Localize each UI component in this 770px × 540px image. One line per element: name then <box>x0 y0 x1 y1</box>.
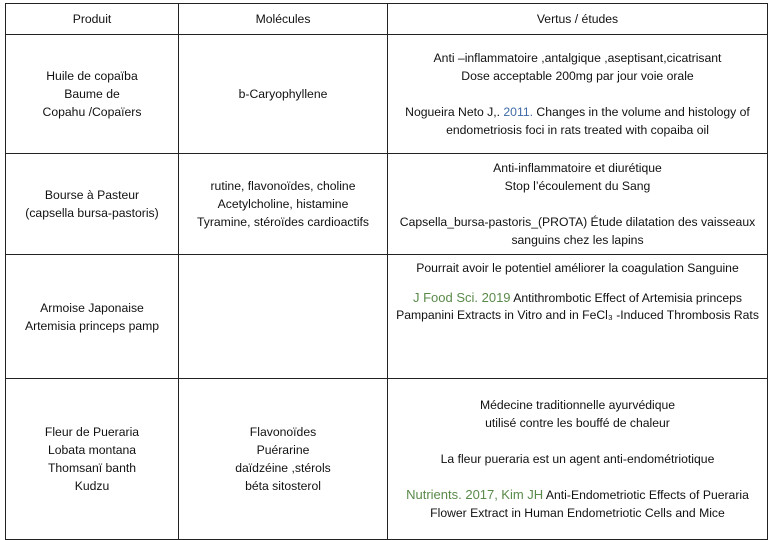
study-reference <box>392 486 763 522</box>
vertus-line: utilisé contre les bouffé de chaleur <box>485 416 670 430</box>
ref-text: Antithrombotic Effect of Artemisia princeps <box>513 291 742 305</box>
molecules-cell <box>179 379 388 540</box>
study-reference <box>392 103 763 139</box>
vertus-line: Pourrait avoir le potentiel améliorer la coagulation Sanguine <box>416 261 739 275</box>
molecule-line: Flavonoïdes <box>249 425 317 439</box>
vertus-line: Anti –inflammatoire ,antalgique ,aseptisant,cicatrisant <box>433 51 722 65</box>
produit-line: Lobata montana <box>47 443 137 457</box>
ref-text: Anti-Endometriotic Effects of Pueraria Flower Extract in Human Endometriotic Cells and Mice <box>430 488 749 520</box>
produit-cell <box>6 35 179 154</box>
ref-author: Kim JH <box>501 487 544 502</box>
table-row <box>6 154 768 255</box>
vertus-line: Dose acceptable 200mg par jour voie orale <box>461 69 694 83</box>
header-produit: Produit <box>6 4 179 35</box>
ref-journal: J Food Sci. 2019 <box>412 290 511 305</box>
produit-line: Huile de copaïba <box>46 69 138 83</box>
header-molecules: Molécules <box>179 4 388 35</box>
molecules-cell <box>179 154 388 255</box>
vertus-cell <box>388 154 768 255</box>
ref-year: 2011. <box>503 105 533 119</box>
header-row <box>6 4 768 35</box>
produit-line: Armoise Japonaise <box>40 300 144 315</box>
produit-line: Bourse à Pasteur <box>44 188 140 202</box>
molecule-line: daïdzéine ,stérols <box>235 461 331 475</box>
study-reference: Capsella_bursa-pastoris_(PROTA) Étude dilatation des vaisseaux sanguins chez les lapins <box>399 215 756 247</box>
produit-cell <box>6 154 179 255</box>
vertus-line: Stop l’écoulement du Sang <box>504 179 651 193</box>
molecule-line: Puérarine <box>256 443 310 457</box>
vertus-cell <box>388 35 768 154</box>
vertus-line: Médecine traditionnelle ayurvédique <box>479 398 676 412</box>
produit-line: Thomsanï banth <box>47 461 137 475</box>
vertus-cell <box>388 255 768 379</box>
ref-author: Nogueira Neto J,. <box>405 105 501 119</box>
vertus-line: Anti-inflammatoire et diurétique <box>493 161 662 175</box>
produit-line: Copahu /Copaïers <box>42 105 142 119</box>
produit-line: Fleur de Pueraria <box>44 425 140 439</box>
produit-line: Kudzu <box>74 479 110 493</box>
molecule-line: rutine, flavonoïdes, choline <box>210 179 356 193</box>
produit-line: (capsella bursa-pastoris) <box>25 206 159 220</box>
produit-line: Artemisia princeps pamp <box>24 318 160 333</box>
molecule-line: b-Caryophyllene <box>238 87 328 101</box>
molecule-line: béta sitosterol <box>245 479 321 493</box>
header-vertus: Vertus / études <box>388 4 768 35</box>
studies-table <box>5 3 768 540</box>
vertus-line: La fleur pueraria est un agent anti-endométriotique <box>440 452 715 466</box>
molecules-cell <box>179 255 388 379</box>
ref-text: Changes in the volume and histology of endometriosis foci in rats treated with copaiba oil <box>446 105 750 137</box>
vertus-cell <box>388 379 768 540</box>
produit-cell <box>6 255 179 379</box>
ref-journal: Nutrients. 2017, <box>406 487 498 502</box>
molecule-line: Tyramine, stéroïdes cardioactifs <box>196 215 370 229</box>
produit-line: Baume de <box>64 87 120 101</box>
table-row <box>6 35 768 154</box>
table-row <box>6 379 768 540</box>
study-reference <box>392 289 763 307</box>
molecule-line: Acetylcholine, histamine <box>217 197 349 211</box>
ref-text-continued: Pampanini Extracts in Vitro and in FeCl₃ -Induced Thrombosis Rats <box>396 308 759 322</box>
table-row <box>6 255 768 379</box>
molecules-cell <box>179 35 388 154</box>
produit-cell <box>6 379 179 540</box>
